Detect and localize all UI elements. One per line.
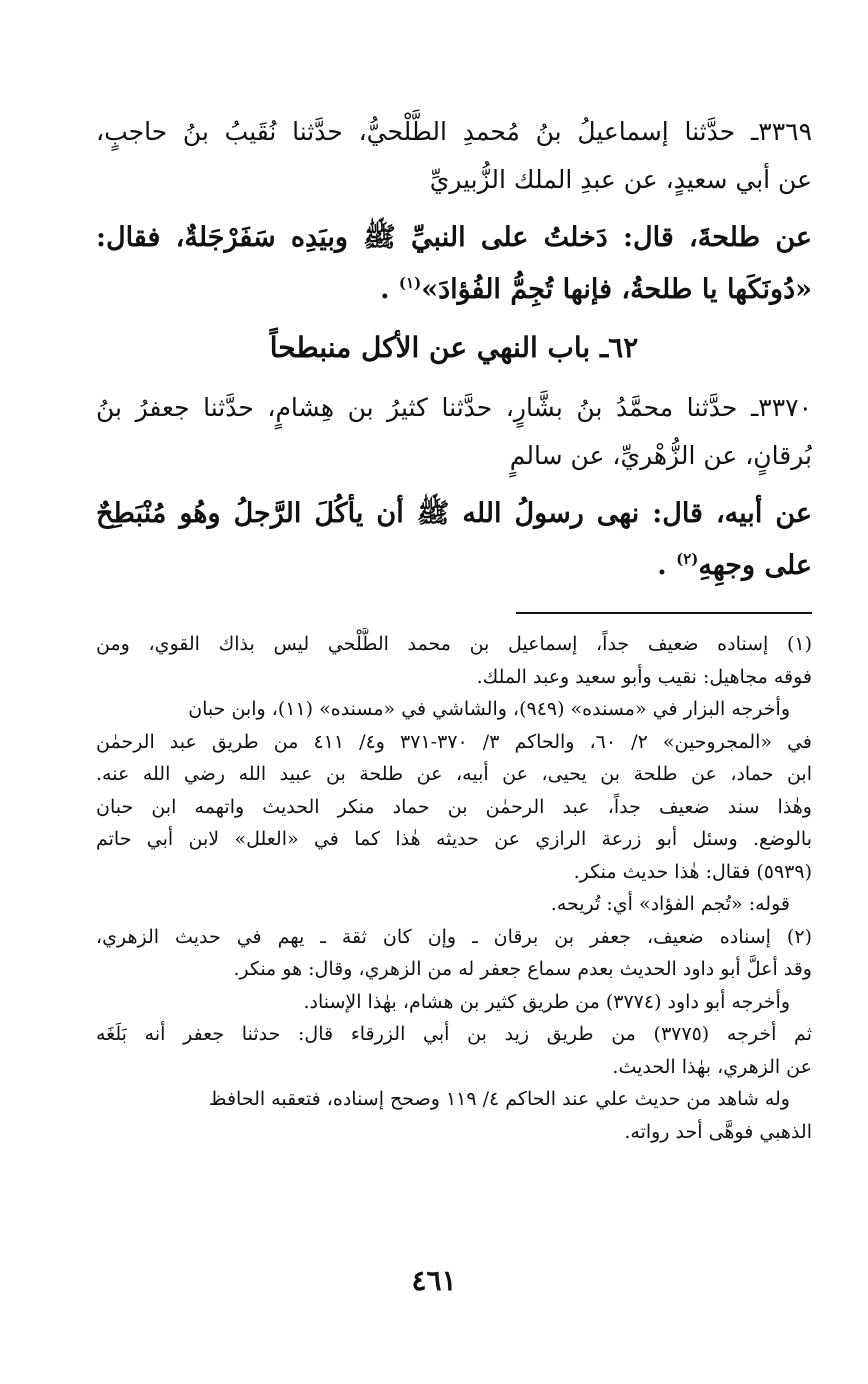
footnote-paragraph [96,888,812,921]
isnad-line: ٣٣٧٠ـ حدَّثنا محمَّدُ بنُ بشَّارٍ، حدَّثنا كثيرُ بن هِشامٍ، حدَّثنا جعفرُ بنُ [96,393,812,422]
hadith-3370-matn-block [96,488,812,592]
footnote-paragraph [96,921,812,986]
hadith-3369-matn-block [96,212,812,316]
footnote-line: وأخرجه أبو داود (٣٧٧٤) من طريق كثير بن هشام، بهٰذا الإسناد. [303,990,790,1013]
footnote-paragraph [96,1116,812,1149]
hadith-3369-matn [96,212,812,316]
hadith-3370-isnad [96,384,812,480]
page-body [96,108,812,1143]
footnote-line: الذهبي فوهَّى أحد رواته. [624,1120,812,1143]
footnote-line: (١) إسناده ضعيف جداً، إسماعيل بن محمد الطَّلْحي ليس بذاك القوي، ومن [96,633,812,655]
footnotes [96,628,812,1148]
matn-end: . [380,274,390,305]
matn-line: عن طلحةَ، قال: دَخلتُ على النبيِّ ﷺ وبيَدِه سَفَرْجَلةٌ، فقال: [96,222,812,253]
matn-line [96,540,812,592]
footnote-paragraph [96,1018,812,1083]
footnote-line: قوله: «تُجم الفؤاد» أي: تُريحه. [550,893,790,915]
footnote-paragraph [96,628,812,693]
isnad-line: عن أبي سعيدٍ، عن عبدِ الملك الزُّبيريِّ [429,165,812,194]
footnote-paragraph [96,1083,812,1116]
footnote-line: وله شاهد من حديث علي عند الحاكم ٤/ ١١٩ وصحح إسناده، فتعقبه الحافظ [208,1088,790,1110]
hadith-3369-isnad [96,108,812,204]
footnote-line: وهٰذا سند ضعيف جداً، عبد الرحمٰن بن حماد منكر الحديث واتهمه ابن حبان [96,795,812,818]
isnad-line: ٣٣٦٩ـ حدَّثنا إسماعيلُ بنُ مُحمدِ الطَّلْحيُّ، حدَّثنا نُقَيبُ بنُ حاجبٍ، [96,117,812,146]
footnote-line: فوقه مجاهيل: نقيب وأبو سعيد وعبد الملك. [476,665,812,688]
footnote-ref[interactable]: (٢) [676,550,699,568]
matn-text: «دُونَكَها يا طلحةُ، فإنها تُجِمُّ الفُؤادَ» [421,274,812,305]
footnote-line: وأخرجه البزار في «مسنده» (٩٤٩)، والشاشي في «مسنده» (١١)، وابن حبان [188,698,790,720]
footnote-line: (٥٩٣٩) فقال: هٰذا حديث منكر. [573,860,812,883]
footnote-ref[interactable]: (١) [398,274,422,292]
footnote-line: وقد أعلَّ أبو داود الحديث بعدم سماع جعفر له من الزهري، وقال: هو منكر. [233,958,812,980]
matn-line: عن أبيه، قال: نهى رسولُ الله ﷺ أن يأكُلَ الرَّجلُ وهُو مُنْبَطِحٌ [96,498,812,529]
matn-line [96,264,812,316]
footnote-paragraph [96,986,812,1019]
chapter-heading: ٦٢ـ باب النهي عن الأكل منبطحاً [269,331,639,364]
footnote-line: في «المجروحين» ٢/ ٦٠، والحاكم ٣/ ٣٧٠-٣٧١ و٤/ ٤١١ من طريق عبد الرحمٰن [96,730,812,753]
footnote-line: (٢) إسناده ضعيف، جعفر بن برقان ـ وإن كان ثقة ـ يهم في حديث الزهري، [96,925,812,948]
isnad-line: بُرقانٍ، عن الزُّهْريِّ، عن سالمٍ [509,441,812,470]
hadith-3369 [96,108,812,204]
footnote-separator [516,612,812,614]
matn-end: . [657,550,667,581]
hadith-3370 [96,384,812,480]
footnote-line: بالوضع. وسئل أبو زرعة الرازي عن حديثه هٰذا كما في «العلل» لابن أبي حاتم [96,828,812,850]
matn-text: على وجهِهِ [698,550,812,581]
page-number: ٤٦١ [411,1264,457,1297]
footnote-line: عن الزهري، بهٰذا الحديث. [612,1055,812,1078]
footnote-line: ابن حماد، عن طلحة بن يحيى، عن أبيه، عن طلحة بن عبيد الله رضي الله عنه. [96,763,812,785]
footnote-line: ثم أخرجه (٣٧٧٥) من طريق زيد بن أبي الزرقاء قال: حدثنا جعفر أنه بَلَغَه [96,1023,812,1045]
hadith-3370-matn [96,488,812,592]
footnote-paragraph [96,693,812,726]
footnote-paragraph [96,726,812,889]
